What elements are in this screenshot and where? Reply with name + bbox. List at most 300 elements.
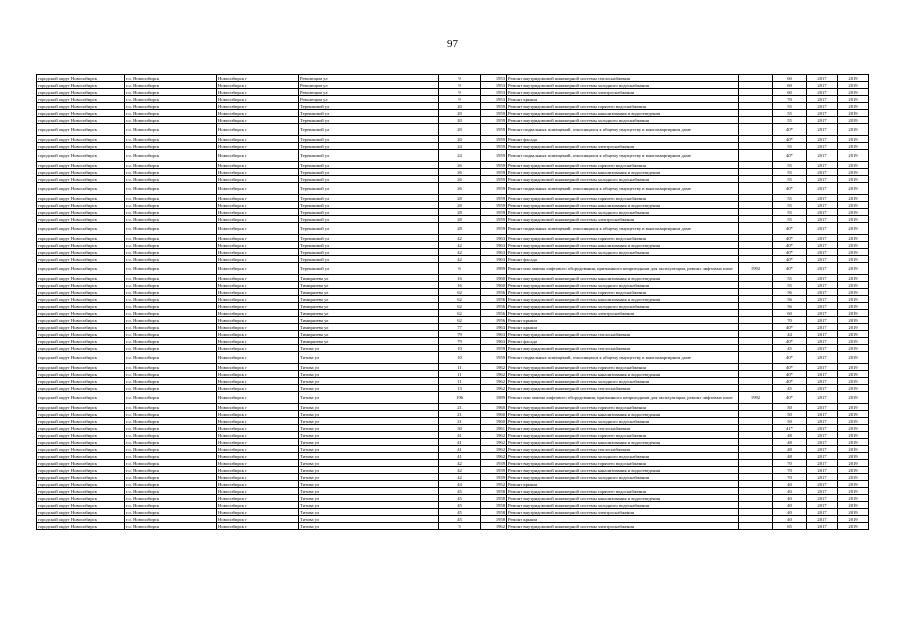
cell-street: Терешковой ул [299, 103, 439, 110]
table-row [37, 169, 869, 176]
cell-house: 28 [439, 195, 481, 202]
cell-city: Новосибирск г [217, 249, 299, 256]
cell-city: Новосибирск г [217, 296, 299, 303]
cell-city: Новосибирск г [217, 162, 299, 169]
cell-start-year: 2017 [807, 345, 838, 352]
cell-city: Новосибирск г [217, 317, 299, 324]
cell-house: 42 [439, 249, 481, 256]
cell-lift-year [739, 488, 773, 495]
cell-lift-year [739, 249, 773, 256]
cell-district: г.о. Новосибирск [125, 242, 217, 249]
cell-start-year: 2017 [807, 117, 838, 124]
table-row [37, 289, 869, 296]
table-row [37, 324, 869, 331]
cell-city: Новосибирск г [217, 216, 299, 223]
cell-start-year: 2017 [807, 392, 838, 404]
page-number: 97 [447, 38, 458, 50]
table-row [37, 523, 869, 530]
cell-start-year: 2017 [807, 275, 838, 282]
cell-street: Революции ул [299, 96, 439, 103]
table-row [37, 183, 869, 195]
cell-start-year: 2017 [807, 96, 838, 103]
table-row [37, 474, 869, 481]
cell-lift-year [739, 223, 773, 235]
cell-work-type: Ремонт внутридомовой инженерной системы горячего водоснабжения [507, 103, 739, 110]
cell-street: Революции ул [299, 89, 439, 96]
cell-start-year: 2017 [807, 453, 838, 460]
cell-street: Терешковой ул [299, 136, 439, 143]
cell-house: 11 [439, 364, 481, 371]
cell-build-year: 1962 [481, 453, 507, 460]
cell-lift-year [739, 195, 773, 202]
cell-end-year: 2019 [838, 162, 869, 169]
cell-cost: 40* [773, 223, 807, 235]
cell-end-year: 2019 [838, 460, 869, 467]
cell-cost: 48 [773, 453, 807, 460]
cell-work-type: Ремонт внутридомовой инженерной системы холодного водоснабжения [507, 249, 739, 256]
cell-end-year: 2019 [838, 345, 869, 352]
cell-work-type: Ремонт внутридомовой инженерной системы канализования и водоотведения [507, 242, 739, 249]
cell-house: 10 [439, 345, 481, 352]
cell-build-year: 1959 [481, 169, 507, 176]
cell-city: Новосибирск г [217, 495, 299, 502]
cell-work-type: Ремонт внутридомовой инженерной системы холодного водоснабжения [507, 502, 739, 509]
cell-municipality: городской округ Новосибирск [37, 352, 125, 364]
cell-cost: 45 [773, 345, 807, 352]
cell-street: Титова ул [299, 495, 439, 502]
cell-city: Новосибирск г [217, 460, 299, 467]
cell-cost: 55 [773, 143, 807, 150]
cell-city: Новосибирск г [217, 256, 299, 263]
cell-house: 21 [439, 411, 481, 418]
table-row [37, 338, 869, 345]
cell-district: г.о. Новосибирск [125, 209, 217, 216]
cell-start-year: 2017 [807, 296, 838, 303]
cell-end-year: 2019 [838, 176, 869, 183]
cell-work-type: Ремонт внутридомовой инженерной системы холодного водоснабжения [507, 303, 739, 310]
cell-end-year: 2019 [838, 103, 869, 110]
cell-cost: 60 [773, 310, 807, 317]
cell-start-year: 2017 [807, 75, 838, 82]
cell-street: Тимирязева ул [299, 303, 439, 310]
cell-municipality: городской округ Новосибирск [37, 296, 125, 303]
cell-city: Новосибирск г [217, 324, 299, 331]
cell-lift-year [739, 282, 773, 289]
cell-district: г.о. Новосибирск [125, 404, 217, 411]
cell-lift-year [739, 136, 773, 143]
cell-lift-year [739, 345, 773, 352]
cell-lift-year [739, 216, 773, 223]
cell-city: Новосибирск г [217, 223, 299, 235]
cell-start-year: 2017 [807, 89, 838, 96]
cell-municipality: городской округ Новосибирск [37, 317, 125, 324]
cell-lift-year [739, 162, 773, 169]
cell-street: Тимирязева ул [299, 338, 439, 345]
cell-cost: 60 [773, 75, 807, 82]
cell-city: Новосибирск г [217, 124, 299, 136]
cell-lift-year [739, 481, 773, 488]
cell-lift-year [739, 371, 773, 378]
cell-lift-year [739, 202, 773, 209]
cell-municipality: городской округ Новосибирск [37, 446, 125, 453]
table-row [37, 411, 869, 418]
cell-end-year: 2019 [838, 289, 869, 296]
cell-municipality: городской округ Новосибирск [37, 209, 125, 216]
cell-district: г.о. Новосибирск [125, 235, 217, 242]
cell-house: 196 [439, 392, 481, 404]
cell-cost: 70 [773, 460, 807, 467]
cell-street: Титова ул [299, 467, 439, 474]
cell-municipality: городской округ Новосибирск [37, 411, 125, 418]
cell-lift-year [739, 523, 773, 530]
cell-house: 26 [439, 169, 481, 176]
cell-cost: 40 [773, 495, 807, 502]
cell-work-type: Ремонт внутридомовой инженерной системы канализования и водоотведения [507, 296, 739, 303]
cell-municipality: городской округ Новосибирск [37, 502, 125, 509]
cell-municipality: городской округ Новосибирск [37, 310, 125, 317]
cell-city: Новосибирск г [217, 103, 299, 110]
cell-work-type: Ремонт внутридомовой инженерной системы холодного водоснабжения [507, 378, 739, 385]
cell-street: Титова ул [299, 516, 439, 523]
cell-house: 11 [439, 378, 481, 385]
cell-lift-year [739, 474, 773, 481]
cell-end-year: 2019 [838, 202, 869, 209]
cell-end-year: 2019 [838, 150, 869, 162]
cell-city: Новосибирск г [217, 82, 299, 89]
cell-end-year: 2019 [838, 235, 869, 242]
table-row [37, 509, 869, 516]
cell-work-type: Ремонт или замена лифтового оборудования, признанного непригодным для эксплуатации, ремонт лифтовых шахт [507, 263, 739, 275]
cell-municipality: городской округ Новосибирск [37, 96, 125, 103]
cell-district: г.о. Новосибирск [125, 89, 217, 96]
cell-end-year: 2019 [838, 310, 869, 317]
cell-city: Новосибирск г [217, 516, 299, 523]
cell-city: Новосибирск г [217, 310, 299, 317]
cell-street: Титова ул [299, 432, 439, 439]
table-row [37, 202, 869, 209]
table-row [37, 103, 869, 110]
cell-cost: 60 [773, 82, 807, 89]
cell-city: Новосибирск г [217, 169, 299, 176]
cell-district: г.о. Новосибирск [125, 331, 217, 338]
cell-work-type: Ремонт внутридомовой инженерной системы канализования и водоотведения [507, 371, 739, 378]
cell-house: 9 [439, 96, 481, 103]
cell-city: Новосибирск г [217, 263, 299, 275]
cell-municipality: городской округ Новосибирск [37, 460, 125, 467]
cell-cost: 55 [773, 117, 807, 124]
cell-build-year: 1958 [481, 502, 507, 509]
cell-build-year: 1958 [481, 516, 507, 523]
cell-build-year: 1989 [481, 392, 507, 404]
cell-end-year: 2019 [838, 404, 869, 411]
cell-city: Новосибирск г [217, 352, 299, 364]
cell-municipality: городской округ Новосибирск [37, 392, 125, 404]
cell-work-type: Ремонт внутридомовой инженерной системы теплоснабжения [507, 446, 739, 453]
cell-build-year: 1959 [481, 352, 507, 364]
cell-cost: 55 [773, 282, 807, 289]
cell-cost: 55 [773, 209, 807, 216]
cell-build-year: 1956 [481, 296, 507, 303]
cell-street: Титова ул [299, 345, 439, 352]
cell-house: 42 [439, 256, 481, 263]
cell-street: Титова ул [299, 418, 439, 425]
cell-district: г.о. Новосибирск [125, 324, 217, 331]
cell-house: 41 [439, 453, 481, 460]
cell-start-year: 2017 [807, 495, 838, 502]
cell-street: Титова ул [299, 404, 439, 411]
cell-start-year: 2017 [807, 282, 838, 289]
cell-street: Терешковой ул [299, 117, 439, 124]
cell-house: 20 [439, 110, 481, 117]
cell-cost: 40* [773, 378, 807, 385]
cell-house: 5 [439, 523, 481, 530]
cell-lift-year [739, 509, 773, 516]
cell-start-year: 2017 [807, 289, 838, 296]
cell-district: г.о. Новосибирск [125, 150, 217, 162]
cell-cost: 40* [773, 263, 807, 275]
cell-build-year: 1960 [481, 411, 507, 418]
cell-municipality: городской округ Новосибирск [37, 89, 125, 96]
table-row [37, 481, 869, 488]
cell-end-year: 2019 [838, 488, 869, 495]
cell-house: 41 [439, 439, 481, 446]
table-row [37, 495, 869, 502]
table-row [37, 317, 869, 324]
cell-work-type: Ремонт внутридомовой инженерной системы холодного водоснабжения [507, 209, 739, 216]
cell-build-year: 1953 [481, 96, 507, 103]
cell-work-type: Ремонт внутридомовой инженерной системы горячего водоснабжения [507, 195, 739, 202]
cell-house: 26 [439, 162, 481, 169]
cell-house: 62 [439, 303, 481, 310]
cell-start-year: 2017 [807, 432, 838, 439]
cell-start-year: 2017 [807, 516, 838, 523]
cell-district: г.о. Новосибирск [125, 488, 217, 495]
cell-cost: 50 [773, 411, 807, 418]
cell-city: Новосибирск г [217, 345, 299, 352]
cell-work-type: Ремонт внутридомовой инженерной системы канализования и водоотведения [507, 411, 739, 418]
cell-cost: 40 [773, 516, 807, 523]
cell-start-year: 2017 [807, 169, 838, 176]
cell-start-year: 2017 [807, 209, 838, 216]
cell-cost: 56 [773, 296, 807, 303]
cell-street: Терешковой ул [299, 263, 439, 275]
table-row [37, 195, 869, 202]
cell-district: г.о. Новосибирск [125, 162, 217, 169]
cell-work-type: Ремонт подвальных помещений, относящихся к общему имуществу в многоквартирном доме [507, 223, 739, 235]
cell-street: Титова ул [299, 411, 439, 418]
cell-cost: 40* [773, 183, 807, 195]
table-row [37, 82, 869, 89]
cell-cost: 40 [773, 481, 807, 488]
cell-build-year: 1956 [481, 303, 507, 310]
cell-house: 42 [439, 460, 481, 467]
cell-house: 9 [439, 82, 481, 89]
cell-house: 62 [439, 296, 481, 303]
cell-district: г.о. Новосибирск [125, 143, 217, 150]
cell-municipality: городской округ Новосибирск [37, 303, 125, 310]
cell-municipality: городской округ Новосибирск [37, 117, 125, 124]
cell-cost: 40* [773, 235, 807, 242]
cell-municipality: городской округ Новосибирск [37, 143, 125, 150]
cell-lift-year [739, 150, 773, 162]
cell-lift-year [739, 467, 773, 474]
table-row [37, 282, 869, 289]
cell-house: 21 [439, 404, 481, 411]
cell-municipality: городской округ Новосибирск [37, 103, 125, 110]
cell-street: Терешковой ул [299, 256, 439, 263]
cell-municipality: городской округ Новосибирск [37, 331, 125, 338]
cell-cost: 40* [773, 364, 807, 371]
cell-work-type: Ремонт внутридомовой инженерной системы теплоснабжения [507, 425, 739, 432]
cell-build-year: 1962 [481, 364, 507, 371]
cell-build-year: 1956 [481, 317, 507, 324]
cell-house: 26 [439, 183, 481, 195]
cell-cost: 55 [773, 202, 807, 209]
cell-lift-year: 1992 [739, 392, 773, 404]
cell-work-type: Ремонт внутридомовой инженерной системы горячего водоснабжения [507, 289, 739, 296]
cell-build-year: 1959 [481, 136, 507, 143]
cell-house: 26 [439, 176, 481, 183]
cell-start-year: 2017 [807, 150, 838, 162]
cell-district: г.о. Новосибирск [125, 317, 217, 324]
cell-district: г.о. Новосибирск [125, 263, 217, 275]
table-row [37, 364, 869, 371]
cell-lift-year [739, 310, 773, 317]
cell-end-year: 2019 [838, 352, 869, 364]
cell-street: Терешковой ул [299, 150, 439, 162]
cell-district: г.о. Новосибирск [125, 345, 217, 352]
cell-house: 20 [439, 124, 481, 136]
cell-build-year: 1963 [481, 338, 507, 345]
cell-house: 20 [439, 136, 481, 143]
cell-district: г.о. Новосибирск [125, 516, 217, 523]
cell-cost: 55 [773, 110, 807, 117]
cell-municipality: городской округ Новосибирск [37, 242, 125, 249]
cell-build-year: 1959 [481, 216, 507, 223]
cell-start-year: 2017 [807, 404, 838, 411]
table-row [37, 502, 869, 509]
cell-build-year: 1963 [481, 235, 507, 242]
cell-municipality: городской округ Новосибирск [37, 364, 125, 371]
cell-cost: 40* [773, 256, 807, 263]
cell-build-year: 1953 [481, 82, 507, 89]
cell-work-type: Ремонт внутридомовой инженерной системы электроснабжения [507, 143, 739, 150]
cell-cost: 65 [773, 523, 807, 530]
cell-house: 62 [439, 317, 481, 324]
cell-street: Терешковой ул [299, 242, 439, 249]
cell-city: Новосибирск г [217, 502, 299, 509]
cell-street: Тимирязева ул [299, 317, 439, 324]
cell-street: Терешковой ул [299, 202, 439, 209]
cell-end-year: 2019 [838, 223, 869, 235]
cell-street: Титова ул [299, 364, 439, 371]
cell-end-year: 2019 [838, 263, 869, 275]
cell-district: г.о. Новосибирск [125, 460, 217, 467]
cell-build-year: 1959 [481, 150, 507, 162]
cell-house: 11 [439, 371, 481, 378]
cell-start-year: 2017 [807, 242, 838, 249]
cell-district: г.о. Новосибирск [125, 432, 217, 439]
cell-start-year: 2017 [807, 216, 838, 223]
cell-build-year: 1939 [481, 474, 507, 481]
cell-city: Новосибирск г [217, 242, 299, 249]
cell-house: 24 [439, 150, 481, 162]
cell-start-year: 2017 [807, 460, 838, 467]
cell-build-year: 1959 [481, 209, 507, 216]
cell-build-year: 1962 [481, 432, 507, 439]
cell-lift-year [739, 89, 773, 96]
cell-work-type: Ремонт внутридомовой инженерной системы теплоснабжения [507, 385, 739, 392]
table-row [37, 256, 869, 263]
cell-build-year: 1959 [481, 176, 507, 183]
cell-start-year: 2017 [807, 103, 838, 110]
cell-municipality: городской округ Новосибирск [37, 439, 125, 446]
cell-district: г.о. Новосибирск [125, 303, 217, 310]
cell-lift-year [739, 256, 773, 263]
cell-build-year: 1963 [481, 324, 507, 331]
cell-start-year: 2017 [807, 176, 838, 183]
cell-end-year: 2019 [838, 331, 869, 338]
cell-lift-year [739, 385, 773, 392]
table-row [37, 345, 869, 352]
table-row [37, 75, 869, 82]
cell-work-type: Ремонт крыши [507, 324, 739, 331]
cell-street: Терешковой ул [299, 169, 439, 176]
cell-work-type: Ремонт крыши [507, 317, 739, 324]
cell-work-type: Ремонт внутридомовой инженерной системы горячего водоснабжения [507, 162, 739, 169]
cell-build-year: 1958 [481, 509, 507, 516]
cell-cost: 40* [773, 352, 807, 364]
cell-house: 20 [439, 117, 481, 124]
cell-build-year: 1960 [481, 404, 507, 411]
cell-cost: 45 [773, 385, 807, 392]
cell-street: Титова ул [299, 523, 439, 530]
cell-cost: 70 [773, 467, 807, 474]
cell-house: 21 [439, 418, 481, 425]
cell-house: 45 [439, 516, 481, 523]
cell-street: Терешковой ул [299, 249, 439, 256]
cell-lift-year [739, 124, 773, 136]
cell-cost: 56 [773, 303, 807, 310]
cell-end-year: 2019 [838, 425, 869, 432]
cell-district: г.о. Новосибирск [125, 502, 217, 509]
cell-street: Титова ул [299, 371, 439, 378]
cell-work-type: Ремонт внутридомовой инженерной системы горячего водоснабжения [507, 364, 739, 371]
cell-work-type: Ремонт внутридомовой инженерной системы электроснабжения [507, 523, 739, 530]
cell-municipality: городской округ Новосибирск [37, 289, 125, 296]
cell-house: 20 [439, 103, 481, 110]
cell-street: Титова ул [299, 425, 439, 432]
cell-lift-year [739, 82, 773, 89]
cell-municipality: городской округ Новосибирск [37, 110, 125, 117]
cell-district: г.о. Новосибирск [125, 195, 217, 202]
cell-city: Новосибирск г [217, 488, 299, 495]
cell-end-year: 2019 [838, 143, 869, 150]
cell-lift-year [739, 352, 773, 364]
cell-house: 79 [439, 338, 481, 345]
cell-city: Новосибирск г [217, 235, 299, 242]
cell-street: Титова ул [299, 474, 439, 481]
cell-start-year: 2017 [807, 439, 838, 446]
cell-end-year: 2019 [838, 124, 869, 136]
cell-end-year: 2019 [838, 378, 869, 385]
cell-start-year: 2017 [807, 143, 838, 150]
cell-street: Терешковой ул [299, 209, 439, 216]
table-row [37, 488, 869, 495]
cell-district: г.о. Новосибирск [125, 136, 217, 143]
cell-work-type: Ремонт внутридомовой инженерной системы холодного водоснабжения [507, 82, 739, 89]
cell-city: Новосибирск г [217, 425, 299, 432]
